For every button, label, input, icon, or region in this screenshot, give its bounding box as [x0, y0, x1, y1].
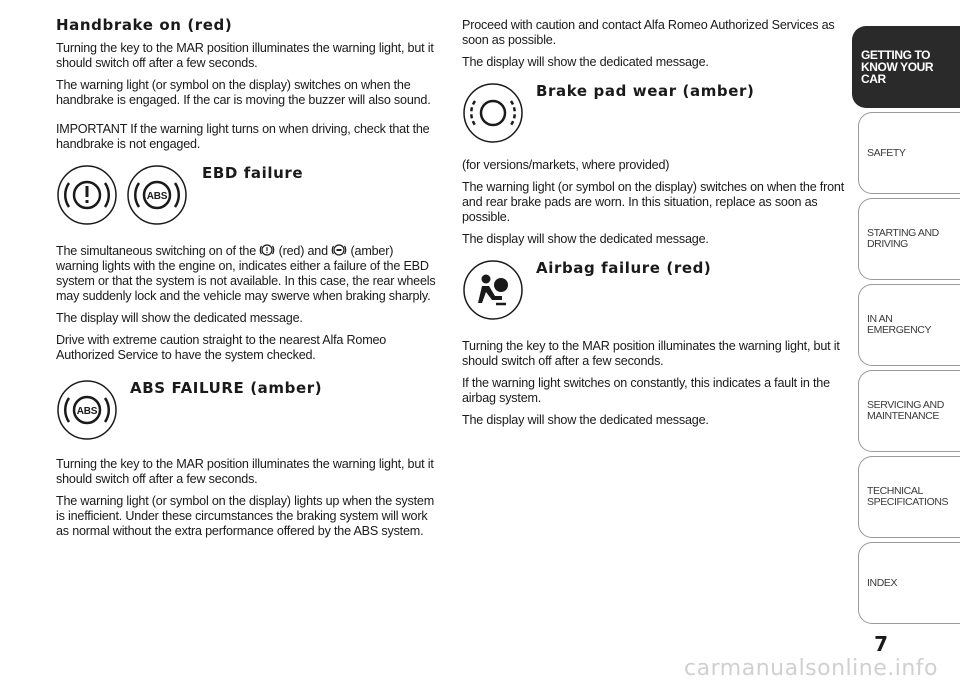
chapter-tabs: [858, 26, 960, 628]
section-handbrake: [56, 18, 438, 152]
brake-pad-paragraph-1: (for versions/markets, where provided): [462, 158, 670, 172]
handbrake-paragraph-3: IMPORTANT If the warning light turns on when driving, check that the handbrake is not engaged.: [56, 122, 430, 151]
brake-warning-icon: [56, 164, 118, 226]
ebd-icons: [56, 164, 188, 226]
tab-safety[interactable]: SAFETY: [858, 112, 960, 194]
left-column: [56, 18, 438, 546]
heading-ebd: EBD failure: [202, 164, 304, 182]
heading-abs: ABS FAILURE (amber): [130, 379, 323, 397]
brake-pad-wear-icon: [462, 82, 524, 144]
abs-warning-inline-icon: [331, 242, 347, 258]
tab-getting-to-know-your-car[interactable]: GETTING TO KNOW YOUR CAR: [852, 26, 960, 108]
ebd-paragraph-2: The display will show the dedicated message.: [56, 311, 303, 325]
abs-warning-icon: [126, 164, 188, 226]
airbag-warning-icon: [462, 259, 524, 321]
abs-failure-icon: [56, 379, 118, 441]
tab-in-an-emergency[interactable]: IN AN EMERGENCY: [858, 284, 960, 366]
handbrake-paragraph-1: Turning the key to the MAR position illuminates the warning light, but it should switch off after a few seconds.: [56, 41, 434, 70]
tab-index[interactable]: INDEX: [858, 542, 960, 624]
brake-pad-paragraph-2: The warning light (or symbol on the display) switches on when the front and rear brake pads are worn. In this situation, replace as soon as possible.: [462, 180, 844, 224]
brake-warning-inline-icon: [259, 242, 275, 258]
brake-pad-paragraph-3: The display will show the dedicated message.: [462, 232, 709, 246]
heading-brake-pad: Brake pad wear (amber): [536, 82, 755, 100]
heading-handbrake: Handbrake on (red): [56, 16, 233, 34]
svg-text:ABS: ABS: [76, 406, 98, 417]
page-number: 7: [874, 632, 888, 656]
heading-airbag: Airbag failure (red): [536, 259, 712, 277]
section-brake-pad: [462, 82, 846, 247]
ebd-paragraph-3: Drive with extreme caution straight to the nearest Alfa Romeo Authorized Service to have the system checked.: [56, 333, 387, 362]
intro-paragraph-2: The display will show the dedicated message.: [462, 55, 709, 69]
svg-text:ABS: ABS: [146, 191, 168, 202]
airbag-paragraph-1: Turning the key to the MAR position illuminates the warning light, but it should switch off after a few seconds.: [462, 339, 840, 368]
section-abs: [56, 379, 438, 539]
tab-technical-specifications[interactable]: TECHNICAL SPECIFICATIONS: [858, 456, 960, 538]
airbag-paragraph-3: The display will show the dedicated message.: [462, 413, 709, 427]
ebd-paragraph-1: The simultaneous switching on of the (red) and (amber) warning lights with the engine on, indicates either a failure of the EBD system or that the system is not available. In this case, the rear wheels may suddenly lock and the vehicle may swerve when braking sharply.: [56, 244, 436, 303]
tab-starting-and-driving[interactable]: STARTING AND DRIVING: [858, 198, 960, 280]
airbag-paragraph-2: If the warning light switches on constantly, this indicates a fault in the airbag system.: [462, 376, 830, 405]
right-column: [462, 18, 846, 435]
tab-servicing-and-maintenance[interactable]: SERVICING AND MAINTENANCE: [858, 370, 960, 452]
watermark: carmanualsonline.info: [684, 656, 938, 681]
handbrake-paragraph-2: The warning light (or symbol on the display) switches on when the handbrake is engaged. If the car is moving the buzzer will also sound.: [56, 78, 431, 107]
section-ebd: [56, 164, 438, 363]
section-airbag: [462, 259, 846, 428]
intro-paragraph-1: Proceed with caution and contact Alfa Romeo Authorized Services as soon as possible.: [462, 18, 835, 47]
abs-paragraph-1: Turning the key to the MAR position illuminates the warning light, but it should switch off after a few seconds.: [56, 457, 434, 486]
abs-paragraph-2: The warning light (or symbol on the display) lights up when the system is inefficient. Under these circumstances the braking system will work as normal without the extra performance offered by the ABS system.: [56, 494, 434, 538]
